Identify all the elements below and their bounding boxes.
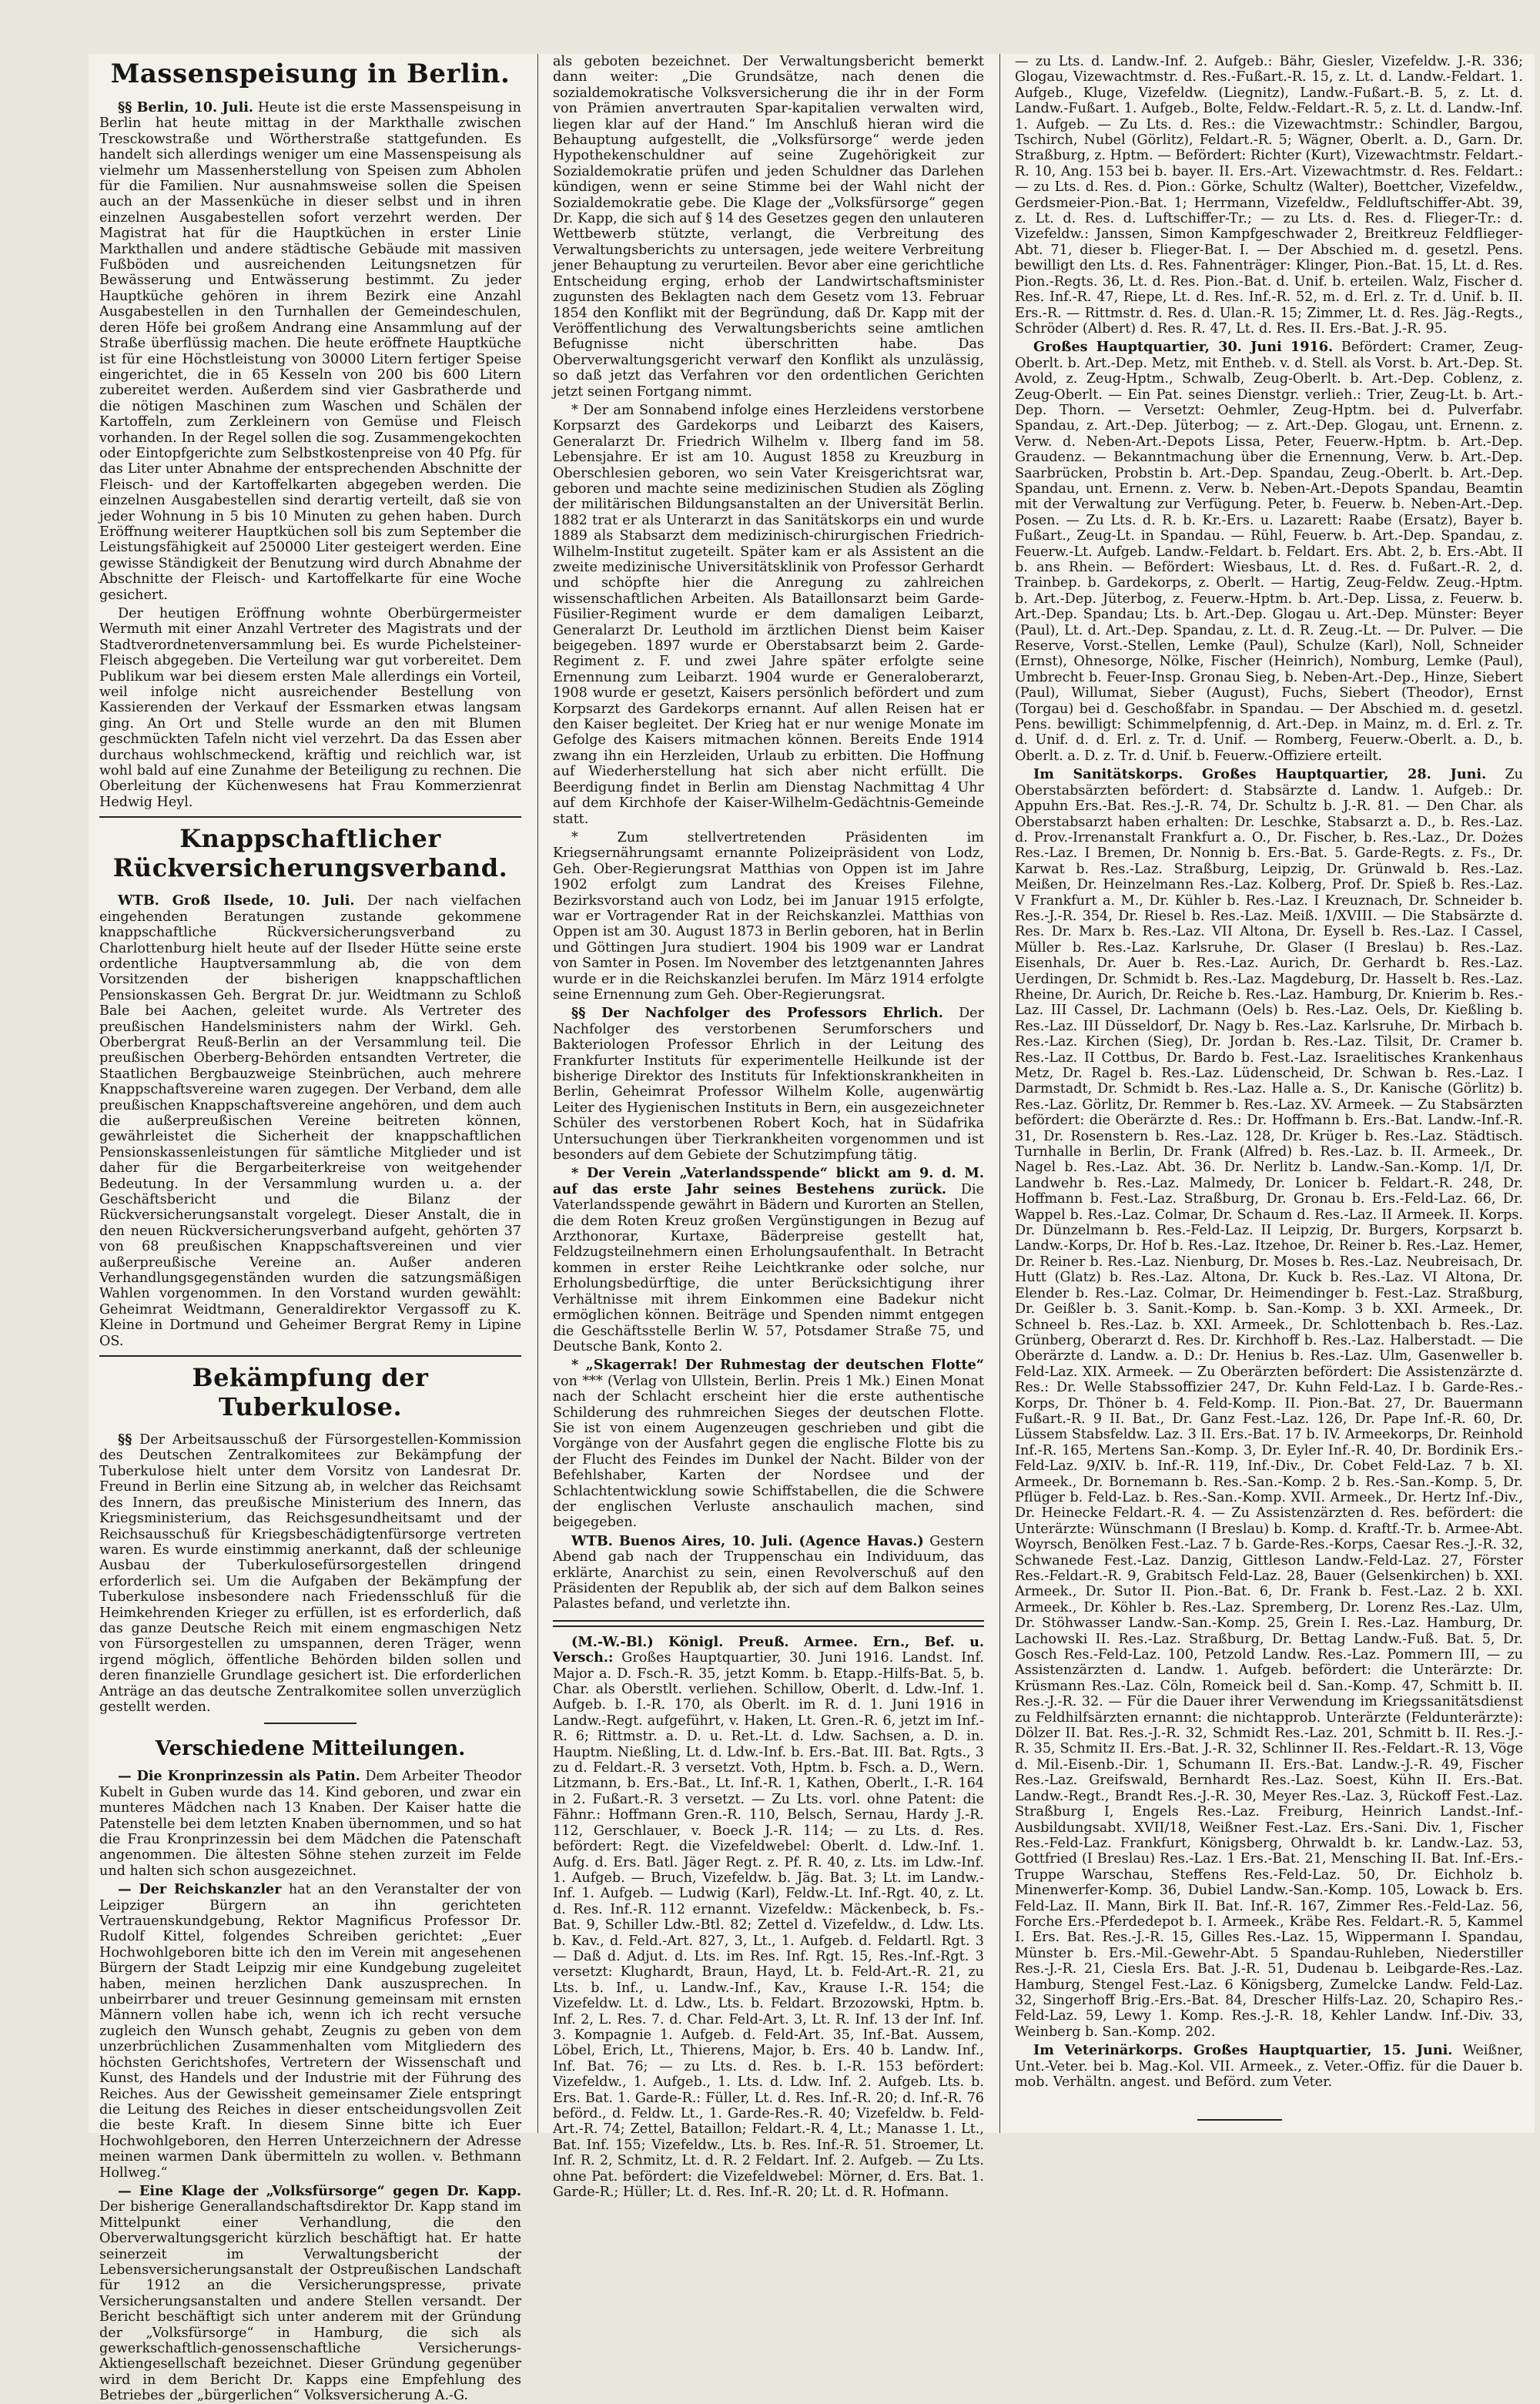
article-paragraph: * Der Verein „Vaterlandsspende“ blickt am 9. d. M. auf das erste Jahr seines Bestehens zurück. Die Vaterlandsspende gewährt in Bädern und Kurorten an Stellen, die dem Roten Kreuz großen Vergünstigungen in Bezug auf Arzthonorar, Kurtaxe, Bäderpreise gestellt hat, Feldzugsteilnehmern einen Erholungsaufenthalt. In Betracht kommen in erster Reihe Leichtkranke oder solche, nur Erholungsbedürftige, die unter Berücksichtigung ihrer Verhältnisse mit ihrem Einkommen eine Badekur nicht ermöglichen können. Beiträge und Spenden nimmt entgegen die Geschäftsstelle Berlin W. 57, Potsdamer Straße 75, und Deutsche Bank, Konto 2. xyxy=(553,1165,985,1354)
headline-tuberkulose: Bekämpfung der Tuberkulose. xyxy=(192,1363,429,1422)
article-paragraph: — Der Reichskanzler hat an den Veranstalter der von Leipziger Bürgern an ihn gerichteten Vertrauenskundgebung, Rektor Magnificus Professor Dr. Rudolf Kittel, folgendes Schreiben gerichtet: „Euer Hochwohlgeboren bitte ich den im Verein mit angesehenen Bürgern der Stadt Leipzig mir eine Kundgebung zugeleitet haben, meinen herzlichen Dank auszusprechen. In unbeirrbarer und treuer Gesinnung gemeinsam mit ernsten Männern vollen habe ich, wenn ich ich recht versuche zugleich den Wunsch gehabt, Zeugnis zu geben von dem unzerbrüchlichen Zusammenhalten vom Mitgliedern des höchsten Gerichtshofes, Vertretern der Wissenschaft und Kunst, des Handels und der Industrie mit der Führung des Reiches. Aus der Gewissheit gemeinsamer Ziele entspringt die Leitung des Reiches in dieser entscheidungsvollen Zeit die beste Kraft. In diesem Sinne bitte ich Euer Hochwohlgeboren, den Herren Unterzeichnern der Adresse meinen warmen Dank übermitteln zu wollen. v. Bethmann Hollweg.“ xyxy=(99,1881,522,2181)
article-paragraph: WTB. Buenos Aires, 10. Juli. (Agence Havas.) Gestern Abend gab nach der Truppenschau ein Individuum, das erklärte, Anarchist zu sein, einen Revolverschuß auf den Präsidenten der Republik ab, der sich auf dem Balkon seines Palastes befand, und verletzte ihn. xyxy=(553,1532,985,1612)
section-divider xyxy=(264,1723,357,1724)
article-paragraph: Im Veterinärkorps. Großes Hauptquartier, 15. Juni. Weißner, Unt.-Veter. bei b. Mag.-Kol. VII. Armeek., z. Veter.-Offiz. für die Dauer b. mob. Verhältn. angest. und Beförd. zum Veter. xyxy=(1015,2042,1524,2090)
column-rule xyxy=(999,54,1000,2133)
newspaper-page xyxy=(89,54,1535,2404)
article-paragraph: (M.-W.-Bl.) Königl. Preuß. Armee. Ern., Bef. u. Versch.: Großes Hauptquartier, 30. Juni 1916. Landst. Inf. Major a. D. Fsch.-R. 35, jetzt Komm. b. Etapp.-Hilfs-Bat. 5, b. Char. als Oberstlt. verliehen. Schillow, Oberlt. d. Ldw.-Inf. 1. Aufgeb. b. I.-R. 170, als Oberlt. im R. d. 1. Juni 1916 in Landw.-Regt. aufgeführt, v. Haken, Lt. Gren.-R. 6, jetzt im Inf.-R. 6; Rittmstr. a. D. u. Ret.-Lt. d. Ldw. Sachsen, a. D. in. Hauptm. Nießling, Lt. d. Ldw.-Inf. b. Ers.-Bat. III. Bat. Rgts., 3 zu d. Feldart.-R. 3 versetzt. Voth, Hptm. b. Fsch. a. D., Wern. Litzmann, b. Ers.-Bat., Lt. Inf.-R. 1, Kathen, Oberlt., I.-R. 164 in 2. Fußart.-R. 3 versetzt. — Zu Lts. vorl. ohne Patent: die Fähnr.: Hoffmann Gren.-R. 110, Belsch, Sernau, Hardy J.-R. 112, Gerschlauer, v. Boeck J.-R. 114; — zu Lts. d. Res. befördert: Regt. die Vizefeldwebel: Oberlt. d. Ldw.-Inf. 1. Aufg. d. Ers. Batl. Jäger Regt. z. Pf. R. 40, z. Lts. im Ldw.-Inf. 1. Aufgeb. — Bruch, Vizefeldw. b. Jäg. Bat. 3; Lt. im Landw.-Inf. 1. Aufgeb. — Ludwig (Karl), Feldw.-Lt. Inf.-Rgt. 40, z. Lt. d. Res. Inf.-R. 112 ernannt. Vizefeldw.: Mäckenbeck, b. Fs.-Bat. 9, Schiller Ldw.-Btl. 82; Zettel d. Vizefeldw., d. Ldw. Lts. b. Kav., d. Feld.-Art. 827, 3, Lt., 1. Aufgeb. d. Feldartl. Rgt. 3 — Daß d. Adjut. d. Lts. im Res. Inf. Rgt. 15, Res.-Inf.-Rgt. 3 versetzt: Klughardt, Braun, Hayd, Lt. b. Feld-Art.-R. 21, zu Lts. b. Inf., u. Landw.-Inf., Kav., Krause I.-R. 154; die Vizefeldw. Lt. d. Ldw., Lts. b. Feldart. Brzozowski, Hptm. b. Inf. 2, L. Res. 7. d. Char. Feld-Art. 3, Lt. R. Inf. 13 der Inf. Inf. 3. Kompagnie 1. Aufgeb. d. Feld-Art. 35, Inf.-Bat. Aussem, Löbel, Erich, Lt., Thierens, Major, b. Ers. 40 b. Landw. Inf., Inf. Bat. 76; — zu Lts. d. Res. b. I.-R. 153 befördert: Vizefeldw., 1. Aufgeb., 1. Lts. d. Ldw. Inf. 2. Aufgeb. Lts. b. Ers. Bat. 1. Garde-R.: Füller, Lt. d. Res. Inf.-R. 20; d. Inf.-R. 76 beförd., d. Feldw. Lt., 1. Garde-Res.-R. 40; Vizefeldw. b. Feld-Art.-R. 74; Zettel, Bataillon; Feldart.-R. 4, Lt.; Manasse 1. Lt., Bat. Inf. 155; Vizefeldw., Lts. b. Res. Inf.-R. 51. Stroemer, Lt. Inf. R. 2, Schmitz, Lt. d. R. 2 Feldart. Inf. 2. Aufgeb. — Zu Lts. ohne Pat. befördert: die Vizefeldwebel: Mörner, d. Ers. Bat. 1. Garde-R.; Hüller; Lt. d. Res. Inf.-R. 20; Lt. d. R. Hofmann. xyxy=(553,1633,984,2201)
section-divider xyxy=(99,1355,521,1357)
article-paragraph: Der heutigen Eröffnung wohnte Oberbürgermeister Wermuth mit einer Anzahl Vertreter des Magistrats und der Stadtverordnetenversammlung bei. Es wurde Pichelsteiner-Fleisch abgegeben. Die Verteilung war gut vorbereitet. Dem Publikum war bei diesem ersten Male allerdings ein Vorteil, weil infolge nicht ausreichender Bestellung von Kassierenden der Verkauf der Essmarken etwas langsam ging. An Ort und Stelle wurde an den mit Blumen geschmückten Tafeln nicht viel verzehrt. Da das Essen aber durchaus wohlschmeckend, kräftig und reichlich war, ist wohl bald auf eine Zunahme der Beteiligung zu rechnen. Die Oberleitung der Küchenwesens hat Frau Kommerzienrat Hedwig Heyl. xyxy=(99,606,521,810)
column-middle xyxy=(553,54,985,2201)
section-divider xyxy=(99,816,521,818)
article-paragraph: — Die Kronprinzessin als Patin. Dem Arbeiter Theodor Kubelt in Guben wurde das 14. Kind geboren, und zwar ein munteres Mädchen nach 13 Knaben. Der Kaiser hatte die Patenstelle bei dem letzten Knaben übernommen, und so hat die Frau Kronprinzessin bei dem Mädchen die Patenschaft angenommen. Die ältesten Söhne stehen zurzeit im Felde und halten sich schon ausgezeichnet. xyxy=(99,1768,521,1879)
column-right xyxy=(1015,54,1523,2133)
section-divider xyxy=(553,1620,984,1627)
article-paragraph: * Zum stellvertretenden Präsidenten im Kriegsernährungsamt ernannte Polizeipräsident von Lodz, Geh. Ober-Regierungsrat Matthias von Oppen ist im Jahre 1902 erfolgt zum Landrat des Kreises Filehne, Bezirksvorstand auch von Lodz, bei im Januar 1915 erfolgte, war er Vortragender Rat in der Reichskanzlei. Matthias von Oppen ist am 30. August 1873 in Berlin geboren, hat in Berlin und Göttingen Jura studiert. 1904 bis 1909 war er Landrat von Samter in Posen. Im November des letztgenannten Jahres wurde er in die Reichskanzlei berufen. Im März 1914 erfolgte seine Ernennung zum Geh. Ober-Regierungsrat. xyxy=(553,829,984,1003)
article-paragraph: * Der am Sonnabend infolge eines Herzleidens verstorbene Korpsarzt des Gardekorps und Leibarzt des Kaisers, Generalarzt Dr. Friedrich Wilhelm v. Ilberg fand im 58. Lebensjahre. Er ist am 10. August 1858 zu Kreuzburg in Oberschlesien geboren, wo sein Vater Kreisgerichtsrat war, geboren und machte seine medizinischen Studien als Zögling der militärischen Bildungsanstalten an der Universität Berlin. 1882 trat er als Unterarzt in das Sanitätskorps ein und wurde 1889 als Stabsarzt dem medizinisch-chirurgischen Friedrich-Wilhelm-Institut zugeteilt. Später kam er als Assistent an die zweite medizinische Universitätsklinik von Professor Gerhardt und schöpfte hier die Anregung zu zahlreichen wissenschaftlichen Arbeiten. Als Bataillonsarzt beim Garde-Füsilier-Regiment wurde er dem damaligen Leibarzt, Generalarzt Dr. Leuthold im ärztlichen Dienst beim Kaiser beigegeben. 1897 wurde er Oberstabsarzt beim 2. Garde-Regiment z. F. und zwei Jahre später erfolgte seine Ernennung zum Leibarzt. 1904 wurde er Generaloberarzt, 1908 wurde er gesetzt, Kaisers persönlich befördert und zum Korpsarzt des Gardekorps ernannt. Auf allen Reisen hat er den Kaiser begleitet. Der Krieg hat er nur wenige Monate im Gefolge des Kaisers mitmachen können. Bereits Ende 1914 zwang ihn ein Herzleiden, Urlaub zu erbitten. Die Hoffnung auf Wiederherstellung hat sich aber nicht erfüllt. Die Beerdigung findet in Berlin am Dienstag Nachmittag 4 Uhr auf dem Kirchhofe der Kaiser-Wilhelm-Gedächtnis-Gemeinde statt. xyxy=(553,402,984,827)
article-paragraph: — zu Lts. d. Landw.-Inf. 2. Aufgeb.: Bähr, Giesler, Vizefeldw. J.-R. 336; Glogau, Vizewachtmstr. d. Res.-Fußart.-R. 15, z. Lt. d. Landw.-Feldart. 1. Aufgeb., Kluge, Vizefeldw. (Liegnitz), Landw.-Fußart.-B. 5, z. Lt. d. Landw.-Fußart. 1. Aufgeb., Bolte, Feldw.-Feldart.-R. 5, z. Lt. d. Landw.-Inf. 1. Aufgeb. — Zu Lts. d. Res.: die Vizewachtmstr.: Schindler, Bargou, Tschirch, Nubel (Görlitz), Feldart.-R. 5; Wägner, Oberlt. a. D., Garn. Dr. Straßburg, z. Hptm. — Befördert: Richter (Kurt), Vizewachtmstr. Feldart.-R. 10, Ang. 153 bei b. bayer. II. Ers.-Art. Vizewachtmstr. d. Res. Feldart.: — zu Lts. d. Res. d. Pion.: Görke, Schultz (Walter), Boettcher, Vizefeldw., Gerdsmeier-Pion.-Bat. 1; Herrmann, Vizefeldw., Feldluftschiffer-Abt. 39, z. Lt. d. Res. d. Luftschiffer-Tr.; — zu Lts. d. Res. d. Flieger-Tr.: d. Vizefeldw.: Janssen, Simon Kampfgeschwader 2, Breitkreuz Feldflieger-Abt. 71, dieser b. Flieger-Bat. I. — Der Abschied m. d. gesetzl. Pens. bewilligt den Lts. d. Res. Fahnenträger: Klinger, Pion.-Bat. 15, Lt. d. Res. Pion.-Regts. 36, Lt. d. Res. Pion.-Bat. d. Unif. b. erteilen. Walz, Fischer d. Res. Inf.-R. 47, Riepe, Lt. d. Res. Inf.-R. 52, m. d. Erl. z. Tr. d. Unif. b. II. Ers.-R. — Rittmstr. d. Res. d. Ulan.-R. 15; Zimmer, Lt. d. Res. Jäg.-Regts., Schröder (Albert) d. Res. R. 47, Lt. d. Res. II. Ers.-Bat. J.-R. 95. xyxy=(1015,54,1523,336)
article-paragraph: WTB. Groß Ilsede, 10. Juli. Der nach vielfachen eingehenden Beratungen zustande gekommene knappschaftliche Rückversicherungsverband zu Charlottenburg hielt heute auf der Ilseder Hütte seine erste ordentliche Hauptversammlung ab, die von dem Vorsitzenden der bisherigen knappschaftlichen Pensionskassen Geh. Bergrat Dr. jur. Weidtmann zu Schloß Bale bei Aachen, geleitet wurde. Als Vertreter des preußischen Handelsministers nahm der Wirkl. Geh. Oberbergrat Reuß-Berlin an der Versammlung teil. Die preußischen Oberberg-Behörden entsandten Vertreter, die Staatlichen Bergbauzweige Steinbrüchen, auch mehrere Knappschaftsvereine waren zugegen. Der Verband, dem alle preußischen Knappschaftsvereine angehören, und dem auch die außerpreußischen Vereine beitreten können, gewährleistet die Sicherheit der knappschaftlichen Pensionskassenleistungen für sämtliche Mitglieder und ist daher für die Bergarbeiterkreise von weitgehender Bedeutung. In der Versammlung wurden u. a. der Geschäftsbericht und die Bilanz der Rückversicherungsanstalt vorgelegt. Dieser Anstalt, die in den neuen Rückversicherungsverband aufgeht, gehörten 37 von 68 preußischen Knappschaftsvereinen und vier außerpreußische Vereine an. Außer anderen Verhandlungsgegenständen wurden die satzungsmäßigen Wahlen vorgenommen. In den Vorstand wurden gewählt: Geheimrat Weidtmann, Generaldirektor Vergassoff zu K. Kleine in Dortmund und Geheimer Bergrat Remy in Lipine OS. xyxy=(99,892,522,1349)
article-paragraph: Großes Hauptquartier, 30. Juni 1916. Befördert: Cramer, Zeug-Oberlt. b. Art.-Dep. Metz, mit Entheb. v. d. Stell. als Vorst. b. Art.-Dep. St. Avold, z. Zeug-Hptm., Schwalb, Zeug-Oberlt. b. Art.-Dep. Coblenz, z. Zeug-Oberlt. — Ein Pat. seines Dienstgr. verlieh.: Trier, Zeug-Lt. b. Art.-Dep. Thorn. — Versetzt: Oehmler, Zeug-Hptm. bei d. Pulverfabr. Spandau, z. Art.-Dep. Jüterbog; — z. Art.-Dep. Glogau, unt. Ernenn. z. Verw. d. Neben-Art.-Depots Lissa, Peter, Feuerw.-Hptm. b. Art.-Dep. Graudenz. — Bekanntmachung über die Ernennung, Verw. b. Art.-Dep. Saarbrücken, Probstin b. Art.-Dep. Spandau, Zeug.-Oberlt. b. Art.-Dep. Spandau, unt. Ernenn. z. Verw. b. Neben-Art.-Depots Spandau, Beamtin mit der Verwaltung zur Verfügung. Peter, b. Feuerw. b. Neben-Art.-Dep. Posen. — Zu Lts. d. R. b. Kr.-Ers. u. Lazarett: Raabe (Ersatz), Bayer b. Fußart., Zeug-Lt. in Spandau. — Rühl, Feuerw. b. Art.-Dep. Spandau, z. Feuerw.-Lt. Aufgeb. Landw.-Feldart. b. Feldart. Ers. Abt. 2, b. Ers.-Abt. II b. ans Rhein. — Befördert: Wiesbaus, Lt. d. Res. d. Fußart.-R. 2, d. Trainbep. b. Gardekorps, z. Oberlt. — Hartig, Zeug-Feldw. Zeug.-Hptm. b. Art.-Dep. Jüterbog, z. Feuerw.-Hptm. b. Art.-Dep. Lissa, z. Feuerw. b. Art.-Dep. Spandau; Lts. b. Art.-Dep. Glogau u. Art.-Dep. Münster: Beyer (Paul), Lt. d. Art.-Dep. Spandau, z. Lt. d. R. Zeug.-Lt. — Dr. Pulver. — Die Reserve, Vorst.-Stellen, Lemke (Paul), Schulze (Karl), Noll, Schneider (Ernst), Ohnesorge, Nölke, Fischer (Heinrich), Nomburg, Lemke (Paul), Umbrecht b. Feuer-Insp. Gronau Sieg, b. Neben-Art.-Dep., Hinze, Siebert (Paul), Willumat, Sieber (August), Fuchs, Siebert (Theodor), Ernst (Torgau) bei d. Geschoßfabr. in Spandau. — Der Abschied m. d. gesetzl. Pens. bewilligt: Schimmelpfennig, d. Art.-Dep. in Mainz, m. d. Erl. z. Tr. d. Unif. d. d. Erl. z. Tr. d. Unif. — Romberg, Feuerw.-Oberlt. a. D., b. Oberlt. a. D. z. Tr. d. Unif. b. Feuerw.-Offiziere erteilt. xyxy=(1015,339,1523,764)
headline-mitteilungen: Verschiedene Mitteilungen. xyxy=(155,1737,466,1761)
end-rule xyxy=(1197,2119,1282,2121)
article-paragraph: Im Sanitätskorps. Großes Hauptquartier, 28. Juni. Zu Oberstabsärzten befördert: d. Stabsärzte d. Landw. 1. Aufgeb.: Dr. Appuhn Ers.-Bat. Res.-J.-R. 74, Dr. Schultz b. J.-R. 81. — Den Char. als Oberstabsarzt haben erhalten: Dr. Leschke, Stabsarzt a. D., b. Res.-Laz. d. Prov.-Irrenanstalt Frankfurt a. O., Dr. Fischer, b. Res.-Laz., Dr. Dożes Res.-Laz. I Bremen, Dr. Nonnig b. Ers.-Bat. 5. Garde-Regts. z. Fs., Dr. Karwat b. Res.-Laz. Straßburg, Leipzig, Dr. Grünwald b. Res.-Laz. Meißen, Dr. Heinzelmann Res.-Laz. Kolberg, Prof. Dr. Spieß b. Res.-Laz. V Frankfurt a. M., Dr. Kühler b. Res.-Laz. I Kreuznach, Dr. Schneider b. Res.-J.-R. 354, Dr. Riesel b. Res.-Laz. Meiß. 1/XVIII. — Die Stabsärzte d. Res. Dr. Marx b. Res.-Laz. VII Altona, Dr. Eysell b. Res.-Laz. I Cassel, Müller b. Res.-Laz. Karlsruhe, Dr. Glaser (I Breslau) b. Res.-Laz. Eisenhals, Dr. Auer b. Res.-Laz. Aurich, Dr. Gerhardt b. Res.-Laz. Uerdingen, Dr. Schmidt b. Res.-Laz. Magdeburg, Dr. Hasselt b. Res.-Laz. Rheine, Dr. Aurich, Dr. Reiche b. Res.-Laz. Hamburg, Dr. Knierim b. Res.-Laz. III Cassel, Dr. Lachmann (Oels) b. Res.-Laz. Oels, Dr. Kießling b. Res.-Laz. III Düsseldorf, Dr. Nagy b. Res.-Laz. Karlsruhe, Dr. Mirbach b. Res.-Laz. Kirchen (Sieg), Dr. Jordan b. Res.-Laz. Tilsit, Dr. Cramer b. Res.-Laz. II Cottbus, Dr. Bardo b. Fest.-Laz. Israelitisches Krankenhaus Metz, Dr. Ragel b. Res.-Laz. Lüdenscheid, Dr. Schwan b. Res.-Laz. I Darmstadt, Dr. Schmidt b. Res.-Laz. Halle a. S., Dr. Kanische (Görlitz) b. Res.-Laz. Görlitz, Dr. Remmer b. Res.-Laz. XV. Armeek. — Zu Stabsärzten befördert: die Oberärzte d. Res.: Dr. Hoffmann b. Ers.-Bat. Landw.-Inf.-R. 31, Dr. Rosenstern b. Res.-Laz. 128, Dr. Krüger b. Res.-Laz. Städtisch. Turnhalle in Berlin, Dr. Frank (Alfred) b. Res.-Laz. b. II. Armeek., Dr. Nagel b. Res.-Laz. Abt. 36. Dr. Nerlitz b. Landw.-San.-Komp. 1/I, Dr. Landwehr b. Res.-Laz. Malmedy, Dr. Lonicer b. Feldart.-R. 248, Dr. Hoffmann b. Fest.-Laz. Straßburg, Dr. Gronau b. Ers.-Feld-Laz. 66, Dr. Wappel b. Res.-Laz. Colmar, Dr. Schaum d. Res.-Laz. II Armeek. II. Korps. Dr. Dünzelmann b. Res.-Feld-Laz. II Leipzig, Dr. Burgers, Korpsarzt b. Landw.-Korps, Dr. Hof b. Res.-Laz. Itzehoe, Dr. Reiner b. Res.-Laz. Hemer, Dr. Reiner b. Res.-Laz. Nienburg, Dr. Moses b. Res.-Laz. Neubreisach, Dr. Hutt (Glatz) b. Res.-Laz. Altona, Dr. Kuck b. Res.-Laz. VI Altona, Dr. Elender b. Res.-Laz. Colmar, Dr. Heimendinger b. Fest.-Laz. Straßburg, Dr. Geißler b. 3. Sanit.-Komp. b. San.-Komp. 3 b. XXI. Armeek., Dr. Schneel b. Res.-Laz. b. XXI. Armeek., Dr. Schlottenbach b. Res.-Laz. Grünberg, Oberarzt d. Res. Dr. Kirchhoff b. Res.-Laz. Halberstadt. — Die Oberärzte d. Landw. a. D.: Dr. Henius b. Res.-Laz. Ulm, Gasenweller b. Feld-Laz. XIX. Armeek. — Zu Oberärzten befördert: Die Assistenzärzte d. Res.: Dr. Welle Stabssoffizier 247, Dr. Kuhn Feld-Laz. I b. Garde-Res.-Korps, Dr. Thöner b. 4. Feld-Komp. II. Pion.-Bat. 27, Dr. Bauermann Fußart.-R. 9 II. Bat., Dr. Ganz Fest.-Laz. 126, Dr. Pape Inf.-R. 60, Dr. Lüssem Stabsfeldw. Laz. 3 II. Ers.-Bat. 17 b. IV. Armeekorps, Dr. Reinhold Inf.-R. 165, Mertens San.-Komp. 3, Dr. Eyler Inf.-R. 40, Dr. Bordinik Ers.-Feld-Laz. 9/XIV. b. Inf.-R. 119, Inf.-Div., Dr. Cobet Feld-Laz. 7 b. XI. Armeek., Dr. Bornemann b. Res.-San.-Komp. 2 b. Res.-San.-Komp. 5, Dr. Pflüger b. Feld-Laz. b. Res.-San.-Komp. XVII. Armeek., Dr. Hertz Inf.-Div., Dr. Heinecke Feldart.-R. 4. — Zu Assistenzärzten d. Res. befördert: die Unterärzte: Wünschmann (I Breslau) b. Komp. d. Kraftf.-Tr. b. Armee-Abt. Woyrsch, Benölken Fest.-Laz. 7 b. Garde-Res.-Korps, Caesar Res.-J.-R. 32, Schwanede Fest.-Laz. Danzig, Gittleson Landw.-Feld-Laz. 27, Förster Res.-Feldart.-R. 9, Grabitsch Feld-Laz. 28, Bauer (Gelsenkirchen) b. XXI. Armeek., Dr. Sutor II. Pion.-Bat. 6, Dr. Frank b. Fest.-Laz. 2 b. XXI. Armeek., Dr. Köhler b. Res.-Laz. Spremberg, Dr. Lorenz Res.-Laz. Ulm, Dr. Stöhwasser Landw.-San.-Komp. 25, Grein I. Res.-Laz. Hamburg, Dr. Lachowski II. Res.-Laz. Straßburg, Dr. Bettag Landw.-Fuß. Bat. 5, Dr. Gosch Res.-Feld-Laz. 100, Petzold Landw. Res.-Laz. Pommern III, — zu Assistenzärzten d. Landw. 1. Aufgeb. befördert: die Unterärzte: Dr. Krüsmann Res.-Laz. Cöln, Romeick beil d. San.-Komp. 47, Schmitt b. II. Res.-J.-R. 32. — Für die Dauer ihrer Verwendung im Kriegssanitätsdienst zu Feldhilfsärzten ernannt: die nichtapprob. Unterärzte (Feldunterärzte): Dölzer II. Bat. Res.-J.-R. 32, Schmidt Res.-Laz. 201, Schmitt b. II. Res.-J.-R. 35, Schmitz II. Ers.-Bat. J.-R. 32, Schlinner II. Res.-Feldart.-R. 13, Vöge d. Mil.-Eisenb.-Dir. 1, Schumann II. Ers.-Bat. Landw.-J.-R. 49, Fischer Res.-Laz. Greifswald, Bernhardt Res.-Laz. Soest, Kühn II. Ers.-Bat. Landw.-Regt., Brandt Res.-J.-R. 30, Meyer Res.-Laz. 3, Rückoff Fest.-Laz. Straßburg I, Engels Res.-Laz. Freiburg, Heinrich Landst.-Inf.-Ausbildungsabt. XVII/18, Weißner Fest.-Laz. Ers.-Sani. Div. 1, Fischer Res.-Feld-Laz. Frankfurt, Königsberg, Ohrwaldt b. kr. Landw.-Laz. 53, Gottfried (I Breslau) Res.-Laz. 1 Ers.-Bat. 21, Mensching II. Bat. Inf.-Ers.-Truppe Warschau, Steffens Res.-Feld-Laz. 50, Dr. Eichholz b. Minenwerfer-Komp. 36, Dubiel Landw.-San.-Komp. 105, Lowack b. Ers. Feld-Laz. II. Mann, Birk II. Bat. Inf.-R. 167, Zimmer Res.-Feld-Laz. 56, Forche Ers.-Pferdedepot b. I. Armeek., Kräbe Res. Feldart.-R. 5, Kammel I. Ers. Bat. Res.-J.-R. 15, Gilles Res.-Laz. 15, Wippermann I. Spandau, Münster b. Ers.-Mil.-Gewehr-Abt. 5 Spandau-Ruhleben, Niederstiller Res.-J.-R. 21, Ciesla Ers. Bat. J.-R. 51, Dudenau b. Leibgarde-Res.-Laz. Hamburg, Stengel Fest.-Laz. 6 Königsberg, Zumelcke Landw. Feld-Laz. 32, Singerhoff Brig.-Ers.-Bat. 84, Drescher Hilfs-Laz. 20, Schapiro Res.-Feld-Laz. 59, Lewy 1. Komp. Res.-J.-R. 18, Kehler Landw. Inf.-Div. 33, Weinberg b. San.-Komp. 202. xyxy=(1015,766,1523,2040)
column-left xyxy=(99,54,522,2404)
headline-massenspeisung: Massenspeisung in Berlin. xyxy=(110,59,511,89)
column-rule xyxy=(537,54,538,2133)
article-paragraph: §§ Der Nachfolger des Professors Ehrlich. Der Nachfolger des verstorbenen Serumforschers und Bakteriologen Professor Ehrlich in der Leitung des Frankfurter Instituts für experimentelle Heilkunde ist der bisherige Direktor des Instituts für Infektionskrankheiten in Berlin, Geheimrat Professor Wilhelm Kolle, augenwärtig Leiter des Hygienischen Instituts in Bern, ein ausgezeichneter Schüler des verstorbenen Robert Koch, hat in Südafrika Untersuchungen über Tierkrankheiten vorgenommen und ist besonders auf dem Gebiete der Schutzimpfung tätig. xyxy=(553,1005,985,1163)
article-paragraph: * „Skagerrak! Der Ruhmestag der deutschen Flotte“ von *** (Verlag von Ullstein, Berlin. Preis 1 Mk.) Einen Monat nach der Schlacht erscheint hier die erste authentische Schilderung des ruhmreichen Sieges der deutschen Flotte. Sie ist von einem Augenzeugen geschrieben und gibt die Vorgänge von der Ausfahrt gegen die englische Flotte bis zu der Flucht des Feindes im Dunkel der Nacht. Bilder von der Befehlshaber, Karten der Nordsee und der Schlachtentwicklung sowie Schiffstabellen, die die Schwere der englischen Verluste anschaulich machen, sind beigegeben. xyxy=(553,1357,984,1531)
article-paragraph: §§ Der Arbeitsausschuß der Fürsorgestellen-Kommission des Deutschen Zentralkomitees zur Bekämpfung der Tuberkulose hielt unter dem Vorsitz von Landesrat Dr. Freund in Berlin eine Sitzung ab, in welcher das Reichsamt des Innern, das preußische Ministerium des Innern, das Kriegsministerium, das Reichsgesundheitsamt und der Reichsausschuß für Kriegsbeschädigtenfürsorge vertreten waren. Es wurde einstimmig anerkannt, daß der schleunige Ausbau der Tuberkulosefürsorgestellen dringend erforderlich sei. Um die Aufgaben der Bekämpfung der Tuberkulose insbesondere nach Friedensschluß für die Heimkehrenden Krieger zu erfüllen, ist es erforderlich, daß das ganze Deutsche Reich mit einem engmaschigen Netz von Fürsorgestellen zu umspannen, deren Träger, wenn irgend möglich, öffentliche Behörden bilden sollen und deren finanzielle Grundlage gesichert ist. Die erforderlichen Anträge an das deutsche Zentralkomitee sollen unverzüglich gestellt werden. xyxy=(99,1431,521,1715)
article-paragraph: §§ Berlin, 10. Juli. Heute ist die erste Massenspeisung in Berlin hat heute mittag in der Markthalle zwischen Tresckowstraße und Wörtherstraße stattgefunden. Es handelt sich allerdings weniger um eine Massenspeisung als vielmehr um Massenherstellung von Speisen zum Abholen für die Familien. Nur ausnahmsweise sollen die Speisen auch an der Massenküche in dieser selbst und in ihren einzelnen Ausgabestellen sofort verzehrt werden. Der Magistrat hat für die Hauptküchen in erster Linie Markthallen und andere städtische Gebäude mit massiven Fußböden und ausreichenden Leitungsnetzen für Bewässerung und Entwässerung bestimmt. Zu jeder Hauptküche gehören in ihrem Bezirk eine Anzahl Ausgabestellen in den Turnhallen der Gemeindeschulen, deren Höfe bei großem Andrang eine Ansammlung auf der Straße überflüssig machen. Die heute eröffnete Hauptküche ist für eine Höchstleistung von 30000 Litern fertiger Speise eingerichtet, die in 65 Kesseln von 200 bis 600 Litern zubereitet werden. Außerdem sind vier Gasbratherde und die nötigen Maschinen zum Waschen und Schälen der Kartoffeln, zum Zerkleinern von Gemüse und Fleisch vorhanden. In der Regel sollen die sog. Zusammengekochten oder Eintopfgerichte zum Selbstkostenpreise von 40 Pfg. für das Liter unter Abnahme der entsprechenden Abschnitte der Fleisch- und der Kartoffelkarten abgegeben werden. Die einzelnen Ausgabestellen sind derartig verteilt, daß sie von jeder Wohnung in 5 bis 10 Minuten zu gehen haben. Durch Eröffnung weiterer Hauptküchen soll bis zum September die Leistungsfähigkeit auf 250000 Liter gesteigert werden. Eine gewisse Ständigkeit der Benutzung wird durch Abnahme der Abschnitte der Fleisch- und Kartoffelkarte für eine Woche gesichert. xyxy=(99,99,521,603)
article-paragraph: als geboten bezeichnet. Der Verwaltungsbericht bemerkt dann weiter: „Die Grundsätze, nach denen die sozialdemokratische Volksversicherung die ihr in der Form von Prämien anvertrauten Spar-kapitalien verwalten wird, liegen klar auf der Hand.“ Im Anschluß hieran wird die Behauptung aufgestellt, die „Volksfürsorge“ werde jeden Hypothekenschuldner auf seine Zugehörigkeit zur Sozialdemokratie prüfen und jeden Schuldner das Darlehen kündigen, wenn er seine Stimme bei der Wahl nicht der Sozialdemokratie gebe. Die Klage der „Volksfürsorge“ gegen Dr. Kapp, die sich auf § 14 des Gesetzes gegen den unlauteren Wettbewerb stützte, verlangt, die Verbreitung des Verwaltungsberichts zu untersagen, jede weitere Verbreitung jener Behauptung zu verurteilen. Bevor aber eine gerichtliche Entscheidung erging, erhob der Landwirtschaftsminister zugunsten des Beklagten nach dem Gesetz vom 13. Februar 1854 den Konflikt mit der Begründung, daß Dr. Kapp mit der Veröffentlichung des Verwaltungsberichts seine amtlichen Befugnisse nicht überschritten habe. Das Oberverwaltungsgericht verwarf den Konflikt als unzulässig, so daß jetzt das Verfahren vor den ordentlichen Gerichten jetzt seinen Fortgang nimmt. xyxy=(553,54,984,400)
headline-knappschaft: Knappschaftlicher Rückversicherungsverband. xyxy=(112,824,508,883)
article-paragraph: — Eine Klage der „Volksfürsorge“ gegen Dr. Kapp. Der bisherige Generallandschaftsdirektor Dr. Kapp stand im Mittelpunkt einer Verhandlung, die den Oberverwaltungsgericht kürzlich beschäftigt hat. Er hatte seinerzeit im Verwaltungsbericht der Lebensversicherungsanstalt der Ostpreußischen Landschaft für 1912 an die Versicherungspresse, private Versicherungsanstalten und andere Stellen versandt. Der Bericht beschäftigt sich unter anderem mit der Gründung der „Volksfürsorge“ in Hamburg, die sich als gewerkschaftlich-genossenschaftliche Versicherungs-Aktiengesellschaft bezeichnet. Dieser Gründung gegenüber wird in dem Bericht Dr. Kapps eine Empfehlung des Betriebes der „bürgerlichen“ Volksversicherung A.-G. xyxy=(99,2182,521,2404)
